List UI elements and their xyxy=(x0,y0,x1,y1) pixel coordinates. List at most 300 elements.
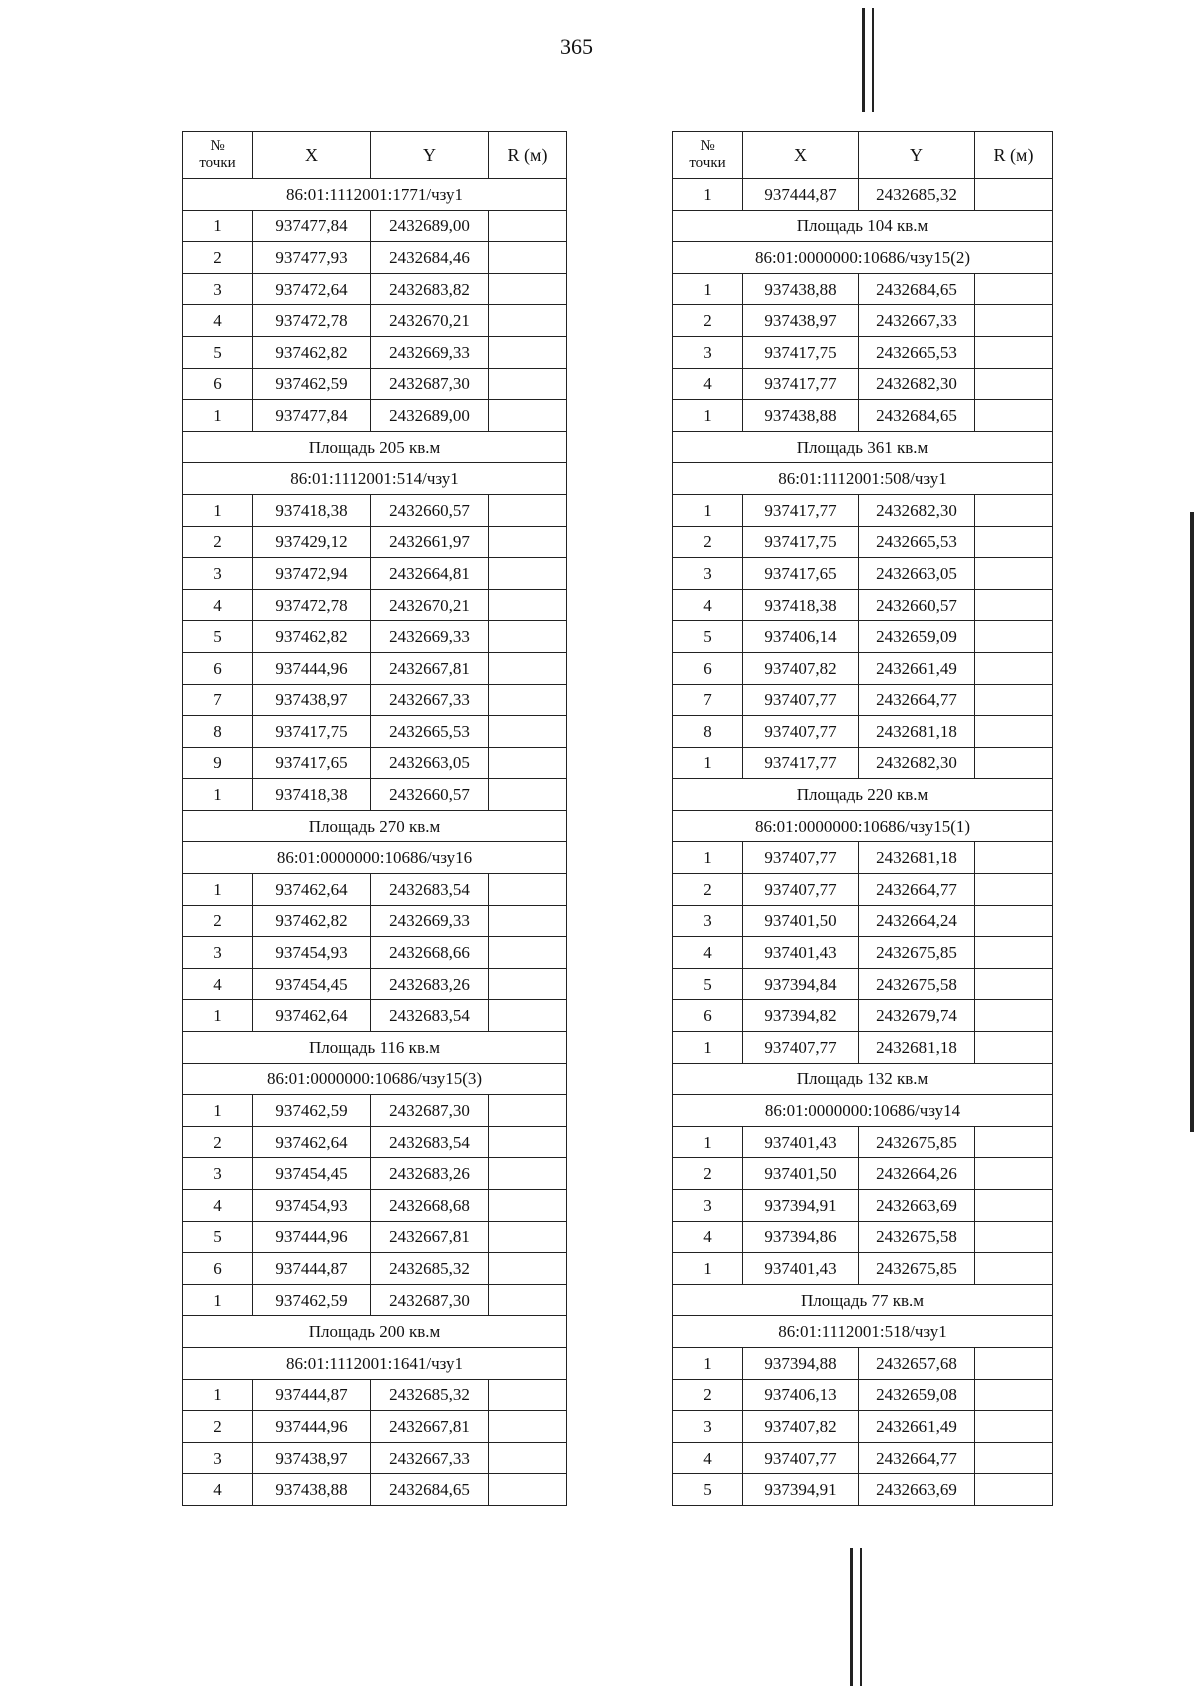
x-coordinate-cell: 937477,84 xyxy=(253,210,371,242)
parcel-title-row xyxy=(183,1347,567,1379)
point-number-cell: 1 xyxy=(183,1000,253,1032)
coordinates-table-left xyxy=(182,131,567,1506)
table-row xyxy=(673,1032,1053,1064)
table-row xyxy=(673,1221,1053,1253)
y-coordinate-cell: 2432685,32 xyxy=(859,179,975,211)
x-coordinate-cell: 937444,96 xyxy=(253,1411,371,1443)
y-coordinate-cell: 2432663,69 xyxy=(859,1190,975,1222)
y-coordinate-cell: 2432684,46 xyxy=(371,242,489,274)
y-coordinate-cell: 2432659,08 xyxy=(859,1379,975,1411)
radius-cell xyxy=(489,589,567,621)
x-coordinate-cell: 937438,88 xyxy=(253,1474,371,1506)
x-coordinate-cell: 937407,77 xyxy=(743,716,859,748)
parcel-area: Площадь 77 кв.м xyxy=(673,1284,1053,1316)
point-number-cell: 1 xyxy=(673,494,743,526)
radius-cell xyxy=(975,558,1053,590)
table-row xyxy=(183,494,567,526)
page-number: 365 xyxy=(560,34,593,59)
point-number-cell: 3 xyxy=(673,1190,743,1222)
table-row xyxy=(183,652,567,684)
table-row xyxy=(183,1284,567,1316)
table-row xyxy=(673,179,1053,211)
radius-cell xyxy=(975,1379,1053,1411)
y-coordinate-cell: 2432670,21 xyxy=(371,589,489,621)
x-header: X xyxy=(743,132,859,179)
radius-cell xyxy=(489,336,567,368)
point-number-cell: 3 xyxy=(183,1158,253,1190)
table-row xyxy=(673,589,1053,621)
point-number-cell: 5 xyxy=(673,1474,743,1506)
y-coordinate-cell: 2432667,81 xyxy=(371,1221,489,1253)
radius-cell xyxy=(975,874,1053,906)
radius-cell xyxy=(489,558,567,590)
x-coordinate-cell: 937406,13 xyxy=(743,1379,859,1411)
point-number-cell: 2 xyxy=(183,242,253,274)
parcel-title-row xyxy=(673,463,1053,495)
x-coordinate-cell: 937462,82 xyxy=(253,905,371,937)
parcel-title-row xyxy=(673,242,1053,274)
table-row xyxy=(673,1158,1053,1190)
x-coordinate-cell: 937444,87 xyxy=(253,1379,371,1411)
point-number-cell: 5 xyxy=(673,621,743,653)
radius-cell xyxy=(489,242,567,274)
binding-line xyxy=(850,1548,853,1686)
table-body xyxy=(673,179,1053,1506)
point-number-cell: 6 xyxy=(183,1253,253,1285)
x-coordinate-cell: 937462,59 xyxy=(253,1095,371,1127)
radius-cell xyxy=(975,1474,1053,1506)
y-coordinate-cell: 2432664,81 xyxy=(371,558,489,590)
point-number-cell: 6 xyxy=(183,368,253,400)
y-coordinate-cell: 2432682,30 xyxy=(859,494,975,526)
x-coordinate-cell: 937417,75 xyxy=(253,716,371,748)
y-coordinate-cell: 2432664,77 xyxy=(859,684,975,716)
table-row xyxy=(673,494,1053,526)
point-number-cell: 1 xyxy=(183,779,253,811)
table-row xyxy=(673,1474,1053,1506)
table-row xyxy=(183,210,567,242)
y-coordinate-cell: 2432682,30 xyxy=(859,747,975,779)
radius-cell xyxy=(975,1032,1053,1064)
area-row xyxy=(183,1032,567,1064)
point-number-cell: 2 xyxy=(183,526,253,558)
point-number-cell: 3 xyxy=(183,273,253,305)
point-number-cell: 1 xyxy=(183,1284,253,1316)
point-number-cell: 1 xyxy=(673,1126,743,1158)
point-number-cell: 1 xyxy=(183,400,253,432)
radius-cell xyxy=(489,937,567,969)
point-number-cell: 3 xyxy=(183,558,253,590)
radius-cell xyxy=(489,1000,567,1032)
point-number-cell: 1 xyxy=(183,874,253,906)
x-coordinate-cell: 937477,84 xyxy=(253,400,371,432)
x-coordinate-cell: 937407,82 xyxy=(743,1411,859,1443)
radius-cell xyxy=(975,842,1053,874)
y-coordinate-cell: 2432683,54 xyxy=(371,874,489,906)
y-coordinate-cell: 2432685,32 xyxy=(371,1253,489,1285)
radius-cell xyxy=(489,621,567,653)
area-row xyxy=(673,1063,1053,1095)
x-coordinate-cell: 937462,82 xyxy=(253,336,371,368)
parcel-cadastral-number: 86:01:1112001:1771/чзу1 xyxy=(183,179,567,211)
table-row xyxy=(183,1190,567,1222)
table-row xyxy=(673,621,1053,653)
y-coordinate-cell: 2432667,81 xyxy=(371,1411,489,1443)
table-row xyxy=(183,400,567,432)
y-coordinate-cell: 2432668,66 xyxy=(371,937,489,969)
x-coordinate-cell: 937454,45 xyxy=(253,1158,371,1190)
point-number-cell: 5 xyxy=(183,1221,253,1253)
table-row xyxy=(183,621,567,653)
y-coordinate-cell: 2432661,97 xyxy=(371,526,489,558)
y-coordinate-cell: 2432687,30 xyxy=(371,1284,489,1316)
point-number-cell: 8 xyxy=(673,716,743,748)
x-coordinate-cell: 937394,82 xyxy=(743,1000,859,1032)
table-row xyxy=(673,1411,1053,1443)
y-coordinate-cell: 2432675,85 xyxy=(859,1253,975,1285)
radius-cell xyxy=(975,589,1053,621)
table-row xyxy=(673,968,1053,1000)
point-number-cell: 4 xyxy=(673,1221,743,1253)
y-coordinate-cell: 2432669,33 xyxy=(371,336,489,368)
x-header: X xyxy=(253,132,371,179)
table-row xyxy=(673,273,1053,305)
x-coordinate-cell: 937417,75 xyxy=(743,336,859,368)
y-coordinate-cell: 2432667,81 xyxy=(371,652,489,684)
parcel-area: Площадь 270 кв.м xyxy=(183,810,567,842)
y-coordinate-cell: 2432681,18 xyxy=(859,842,975,874)
table-header-row xyxy=(673,132,1053,179)
parcel-title-row xyxy=(183,179,567,211)
table-row xyxy=(673,684,1053,716)
point-number-cell: 3 xyxy=(673,336,743,368)
binding-line xyxy=(1190,512,1194,1132)
table-row xyxy=(183,1000,567,1032)
x-coordinate-cell: 937407,77 xyxy=(743,1442,859,1474)
point-number-cell: 2 xyxy=(673,305,743,337)
x-coordinate-cell: 937394,91 xyxy=(743,1190,859,1222)
y-coordinate-cell: 2432660,57 xyxy=(859,589,975,621)
table-row xyxy=(673,1442,1053,1474)
y-coordinate-cell: 2432675,58 xyxy=(859,1221,975,1253)
radius-cell xyxy=(489,652,567,684)
table-row xyxy=(183,526,567,558)
parcel-cadastral-number: 86:01:0000000:10686/чзу14 xyxy=(673,1095,1053,1127)
x-coordinate-cell: 937417,77 xyxy=(743,368,859,400)
table-body xyxy=(183,179,567,1506)
parcel-title-row xyxy=(183,1063,567,1095)
radius-cell xyxy=(975,716,1053,748)
x-coordinate-cell: 937417,77 xyxy=(743,747,859,779)
y-coordinate-cell: 2432664,26 xyxy=(859,1158,975,1190)
table-row xyxy=(673,905,1053,937)
table-row xyxy=(183,589,567,621)
point-number-cell: 9 xyxy=(183,747,253,779)
point-label: точки xyxy=(199,155,236,171)
table-row xyxy=(183,1095,567,1127)
y-coordinate-cell: 2432663,69 xyxy=(859,1474,975,1506)
point-number-cell: 4 xyxy=(673,1442,743,1474)
point-number-cell: 1 xyxy=(673,1032,743,1064)
area-row xyxy=(673,1284,1053,1316)
table-row xyxy=(183,716,567,748)
radius-cell xyxy=(489,305,567,337)
x-coordinate-cell: 937462,82 xyxy=(253,621,371,653)
radius-cell xyxy=(975,621,1053,653)
radius-cell xyxy=(975,1442,1053,1474)
x-coordinate-cell: 937407,77 xyxy=(743,842,859,874)
table-row xyxy=(673,1190,1053,1222)
radius-cell xyxy=(975,400,1053,432)
y-header: Y xyxy=(859,132,975,179)
radius-cell xyxy=(975,1190,1053,1222)
y-coordinate-cell: 2432667,33 xyxy=(859,305,975,337)
x-coordinate-cell: 937462,64 xyxy=(253,1000,371,1032)
table-row xyxy=(183,937,567,969)
table-row xyxy=(183,368,567,400)
x-coordinate-cell: 937472,64 xyxy=(253,273,371,305)
y-coordinate-cell: 2432689,00 xyxy=(371,400,489,432)
y-coordinate-cell: 2432684,65 xyxy=(859,400,975,432)
binding-line xyxy=(872,8,874,112)
table-row xyxy=(673,1379,1053,1411)
y-coordinate-cell: 2432682,30 xyxy=(859,368,975,400)
radius-header: R (м) xyxy=(489,132,567,179)
point-number-cell: 1 xyxy=(183,1095,253,1127)
point-number-cell: 2 xyxy=(183,1126,253,1158)
y-coordinate-cell: 2432664,77 xyxy=(859,1442,975,1474)
radius-cell xyxy=(975,968,1053,1000)
y-coordinate-cell: 2432684,65 xyxy=(859,273,975,305)
table-header-row xyxy=(183,132,567,179)
point-number-cell: 2 xyxy=(673,526,743,558)
y-coordinate-cell: 2432661,49 xyxy=(859,1411,975,1443)
area-row xyxy=(183,810,567,842)
point-number-cell: 4 xyxy=(673,937,743,969)
parcel-cadastral-number: 86:01:0000000:10686/чзу16 xyxy=(183,842,567,874)
point-number-cell: 5 xyxy=(183,621,253,653)
parcel-area: Площадь 220 кв.м xyxy=(673,779,1053,811)
point-number-cell: 4 xyxy=(183,305,253,337)
radius-cell xyxy=(489,716,567,748)
x-coordinate-cell: 937407,82 xyxy=(743,652,859,684)
table-row xyxy=(183,1158,567,1190)
point-number-cell: 7 xyxy=(673,684,743,716)
table-row xyxy=(183,1474,567,1506)
x-coordinate-cell: 937406,14 xyxy=(743,621,859,653)
point-number-cell: 7 xyxy=(183,684,253,716)
radius-cell xyxy=(489,494,567,526)
parcel-title-row xyxy=(183,842,567,874)
radius-cell xyxy=(975,368,1053,400)
x-coordinate-cell: 937401,43 xyxy=(743,1126,859,1158)
point-number-cell: 3 xyxy=(183,937,253,969)
table-row xyxy=(183,336,567,368)
table-row xyxy=(183,684,567,716)
x-coordinate-cell: 937472,78 xyxy=(253,589,371,621)
radius-cell xyxy=(489,1095,567,1127)
x-coordinate-cell: 937417,77 xyxy=(743,494,859,526)
parcel-cadastral-number: 86:01:1112001:518/чзу1 xyxy=(673,1316,1053,1348)
point-number-cell: 2 xyxy=(183,905,253,937)
y-coordinate-cell: 2432660,57 xyxy=(371,779,489,811)
x-coordinate-cell: 937472,94 xyxy=(253,558,371,590)
x-coordinate-cell: 937407,77 xyxy=(743,874,859,906)
y-coordinate-cell: 2432683,82 xyxy=(371,273,489,305)
table-row xyxy=(673,400,1053,432)
point-number-cell: 3 xyxy=(673,1411,743,1443)
parcel-area: Площадь 104 кв.м xyxy=(673,210,1053,242)
radius-cell xyxy=(489,1284,567,1316)
radius-header: R (м) xyxy=(975,132,1053,179)
radius-cell xyxy=(975,305,1053,337)
x-coordinate-cell: 937438,88 xyxy=(743,400,859,432)
point-number-header xyxy=(673,132,743,179)
y-coordinate-cell: 2432681,18 xyxy=(859,1032,975,1064)
radius-cell xyxy=(975,747,1053,779)
table-row xyxy=(673,336,1053,368)
radius-cell xyxy=(489,1158,567,1190)
area-row xyxy=(673,779,1053,811)
radius-cell xyxy=(489,968,567,1000)
point-number-cell: 1 xyxy=(673,273,743,305)
parcel-cadastral-number: 86:01:0000000:10686/чзу15(2) xyxy=(673,242,1053,274)
y-coordinate-cell: 2432670,21 xyxy=(371,305,489,337)
point-number-cell: 4 xyxy=(183,589,253,621)
point-number-cell: 3 xyxy=(183,1442,253,1474)
parcel-title-row xyxy=(673,810,1053,842)
y-coordinate-cell: 2432683,26 xyxy=(371,1158,489,1190)
parcel-cadastral-number: 86:01:0000000:10686/чзу15(1) xyxy=(673,810,1053,842)
parcel-area: Площадь 361 кв.м xyxy=(673,431,1053,463)
table-row xyxy=(183,242,567,274)
y-coordinate-cell: 2432683,54 xyxy=(371,1000,489,1032)
x-coordinate-cell: 937407,77 xyxy=(743,1032,859,1064)
table-row xyxy=(183,1253,567,1285)
radius-cell xyxy=(975,494,1053,526)
radius-cell xyxy=(489,1411,567,1443)
point-number-cell: 3 xyxy=(673,905,743,937)
table-row xyxy=(673,526,1053,558)
radius-cell xyxy=(975,273,1053,305)
x-coordinate-cell: 937417,75 xyxy=(743,526,859,558)
point-number-cell: 6 xyxy=(673,1000,743,1032)
radius-cell xyxy=(489,1379,567,1411)
y-coordinate-cell: 2432665,53 xyxy=(371,716,489,748)
table-row xyxy=(183,273,567,305)
parcel-cadastral-number: 86:01:0000000:10686/чзу15(3) xyxy=(183,1063,567,1095)
radius-cell xyxy=(975,179,1053,211)
point-number-cell: 2 xyxy=(183,1411,253,1443)
x-coordinate-cell: 937401,50 xyxy=(743,1158,859,1190)
parcel-area: Площадь 205 кв.м xyxy=(183,431,567,463)
y-header: Y xyxy=(371,132,489,179)
x-coordinate-cell: 937454,45 xyxy=(253,968,371,1000)
point-number-cell: 6 xyxy=(673,652,743,684)
x-coordinate-cell: 937472,78 xyxy=(253,305,371,337)
table-row xyxy=(673,558,1053,590)
table-row xyxy=(183,558,567,590)
x-coordinate-cell: 937444,96 xyxy=(253,1221,371,1253)
radius-cell xyxy=(975,937,1053,969)
x-coordinate-cell: 937394,86 xyxy=(743,1221,859,1253)
area-row xyxy=(183,431,567,463)
point-number-cell: 1 xyxy=(673,1347,743,1379)
radius-cell xyxy=(975,1411,1053,1443)
radius-cell xyxy=(489,779,567,811)
table-row xyxy=(673,1126,1053,1158)
point-label: точки xyxy=(689,155,726,171)
radius-cell xyxy=(975,1221,1053,1253)
radius-cell xyxy=(489,273,567,305)
x-coordinate-cell: 937417,65 xyxy=(743,558,859,590)
binding-line xyxy=(860,1548,862,1686)
radius-cell xyxy=(489,905,567,937)
point-number-cell: 4 xyxy=(183,1190,253,1222)
point-number-cell: 1 xyxy=(183,210,253,242)
x-coordinate-cell: 937418,38 xyxy=(253,779,371,811)
y-coordinate-cell: 2432661,49 xyxy=(859,652,975,684)
y-coordinate-cell: 2432683,54 xyxy=(371,1126,489,1158)
table-row xyxy=(183,1126,567,1158)
y-coordinate-cell: 2432675,58 xyxy=(859,968,975,1000)
y-coordinate-cell: 2432663,05 xyxy=(859,558,975,590)
table-row xyxy=(673,1347,1053,1379)
y-coordinate-cell: 2432665,53 xyxy=(859,526,975,558)
radius-cell xyxy=(975,684,1053,716)
parcel-area: Площадь 132 кв.м xyxy=(673,1063,1053,1095)
parcel-cadastral-number: 86:01:1112001:508/чзу1 xyxy=(673,463,1053,495)
y-coordinate-cell: 2432681,18 xyxy=(859,716,975,748)
y-coordinate-cell: 2432687,30 xyxy=(371,368,489,400)
x-coordinate-cell: 937454,93 xyxy=(253,1190,371,1222)
y-coordinate-cell: 2432689,00 xyxy=(371,210,489,242)
table-row xyxy=(673,874,1053,906)
x-coordinate-cell: 937401,43 xyxy=(743,937,859,969)
point-number-cell: 6 xyxy=(183,652,253,684)
x-coordinate-cell: 937462,64 xyxy=(253,874,371,906)
radius-cell xyxy=(489,747,567,779)
radius-cell xyxy=(975,905,1053,937)
x-coordinate-cell: 937394,84 xyxy=(743,968,859,1000)
radius-cell xyxy=(489,874,567,906)
number-sign: № xyxy=(210,138,225,154)
parcel-cadastral-number: 86:01:1112001:1641/чзу1 xyxy=(183,1347,567,1379)
y-coordinate-cell: 2432669,33 xyxy=(371,905,489,937)
x-coordinate-cell: 937429,12 xyxy=(253,526,371,558)
y-coordinate-cell: 2432663,05 xyxy=(371,747,489,779)
table-row xyxy=(673,1253,1053,1285)
table-row xyxy=(183,1221,567,1253)
x-coordinate-cell: 937444,96 xyxy=(253,652,371,684)
table-row xyxy=(183,1379,567,1411)
y-coordinate-cell: 2432668,68 xyxy=(371,1190,489,1222)
radius-cell xyxy=(489,210,567,242)
y-coordinate-cell: 2432683,26 xyxy=(371,968,489,1000)
parcel-cadastral-number: 86:01:1112001:514/чзу1 xyxy=(183,463,567,495)
parcel-area: Площадь 200 кв.м xyxy=(183,1316,567,1348)
radius-cell xyxy=(489,1190,567,1222)
binding-line xyxy=(862,8,865,112)
table-row xyxy=(673,747,1053,779)
y-coordinate-cell: 2432685,32 xyxy=(371,1379,489,1411)
y-coordinate-cell: 2432687,30 xyxy=(371,1095,489,1127)
point-number-cell: 5 xyxy=(673,968,743,1000)
point-number-cell: 1 xyxy=(673,1253,743,1285)
table-row xyxy=(673,937,1053,969)
area-row xyxy=(673,431,1053,463)
point-number-cell: 1 xyxy=(673,400,743,432)
